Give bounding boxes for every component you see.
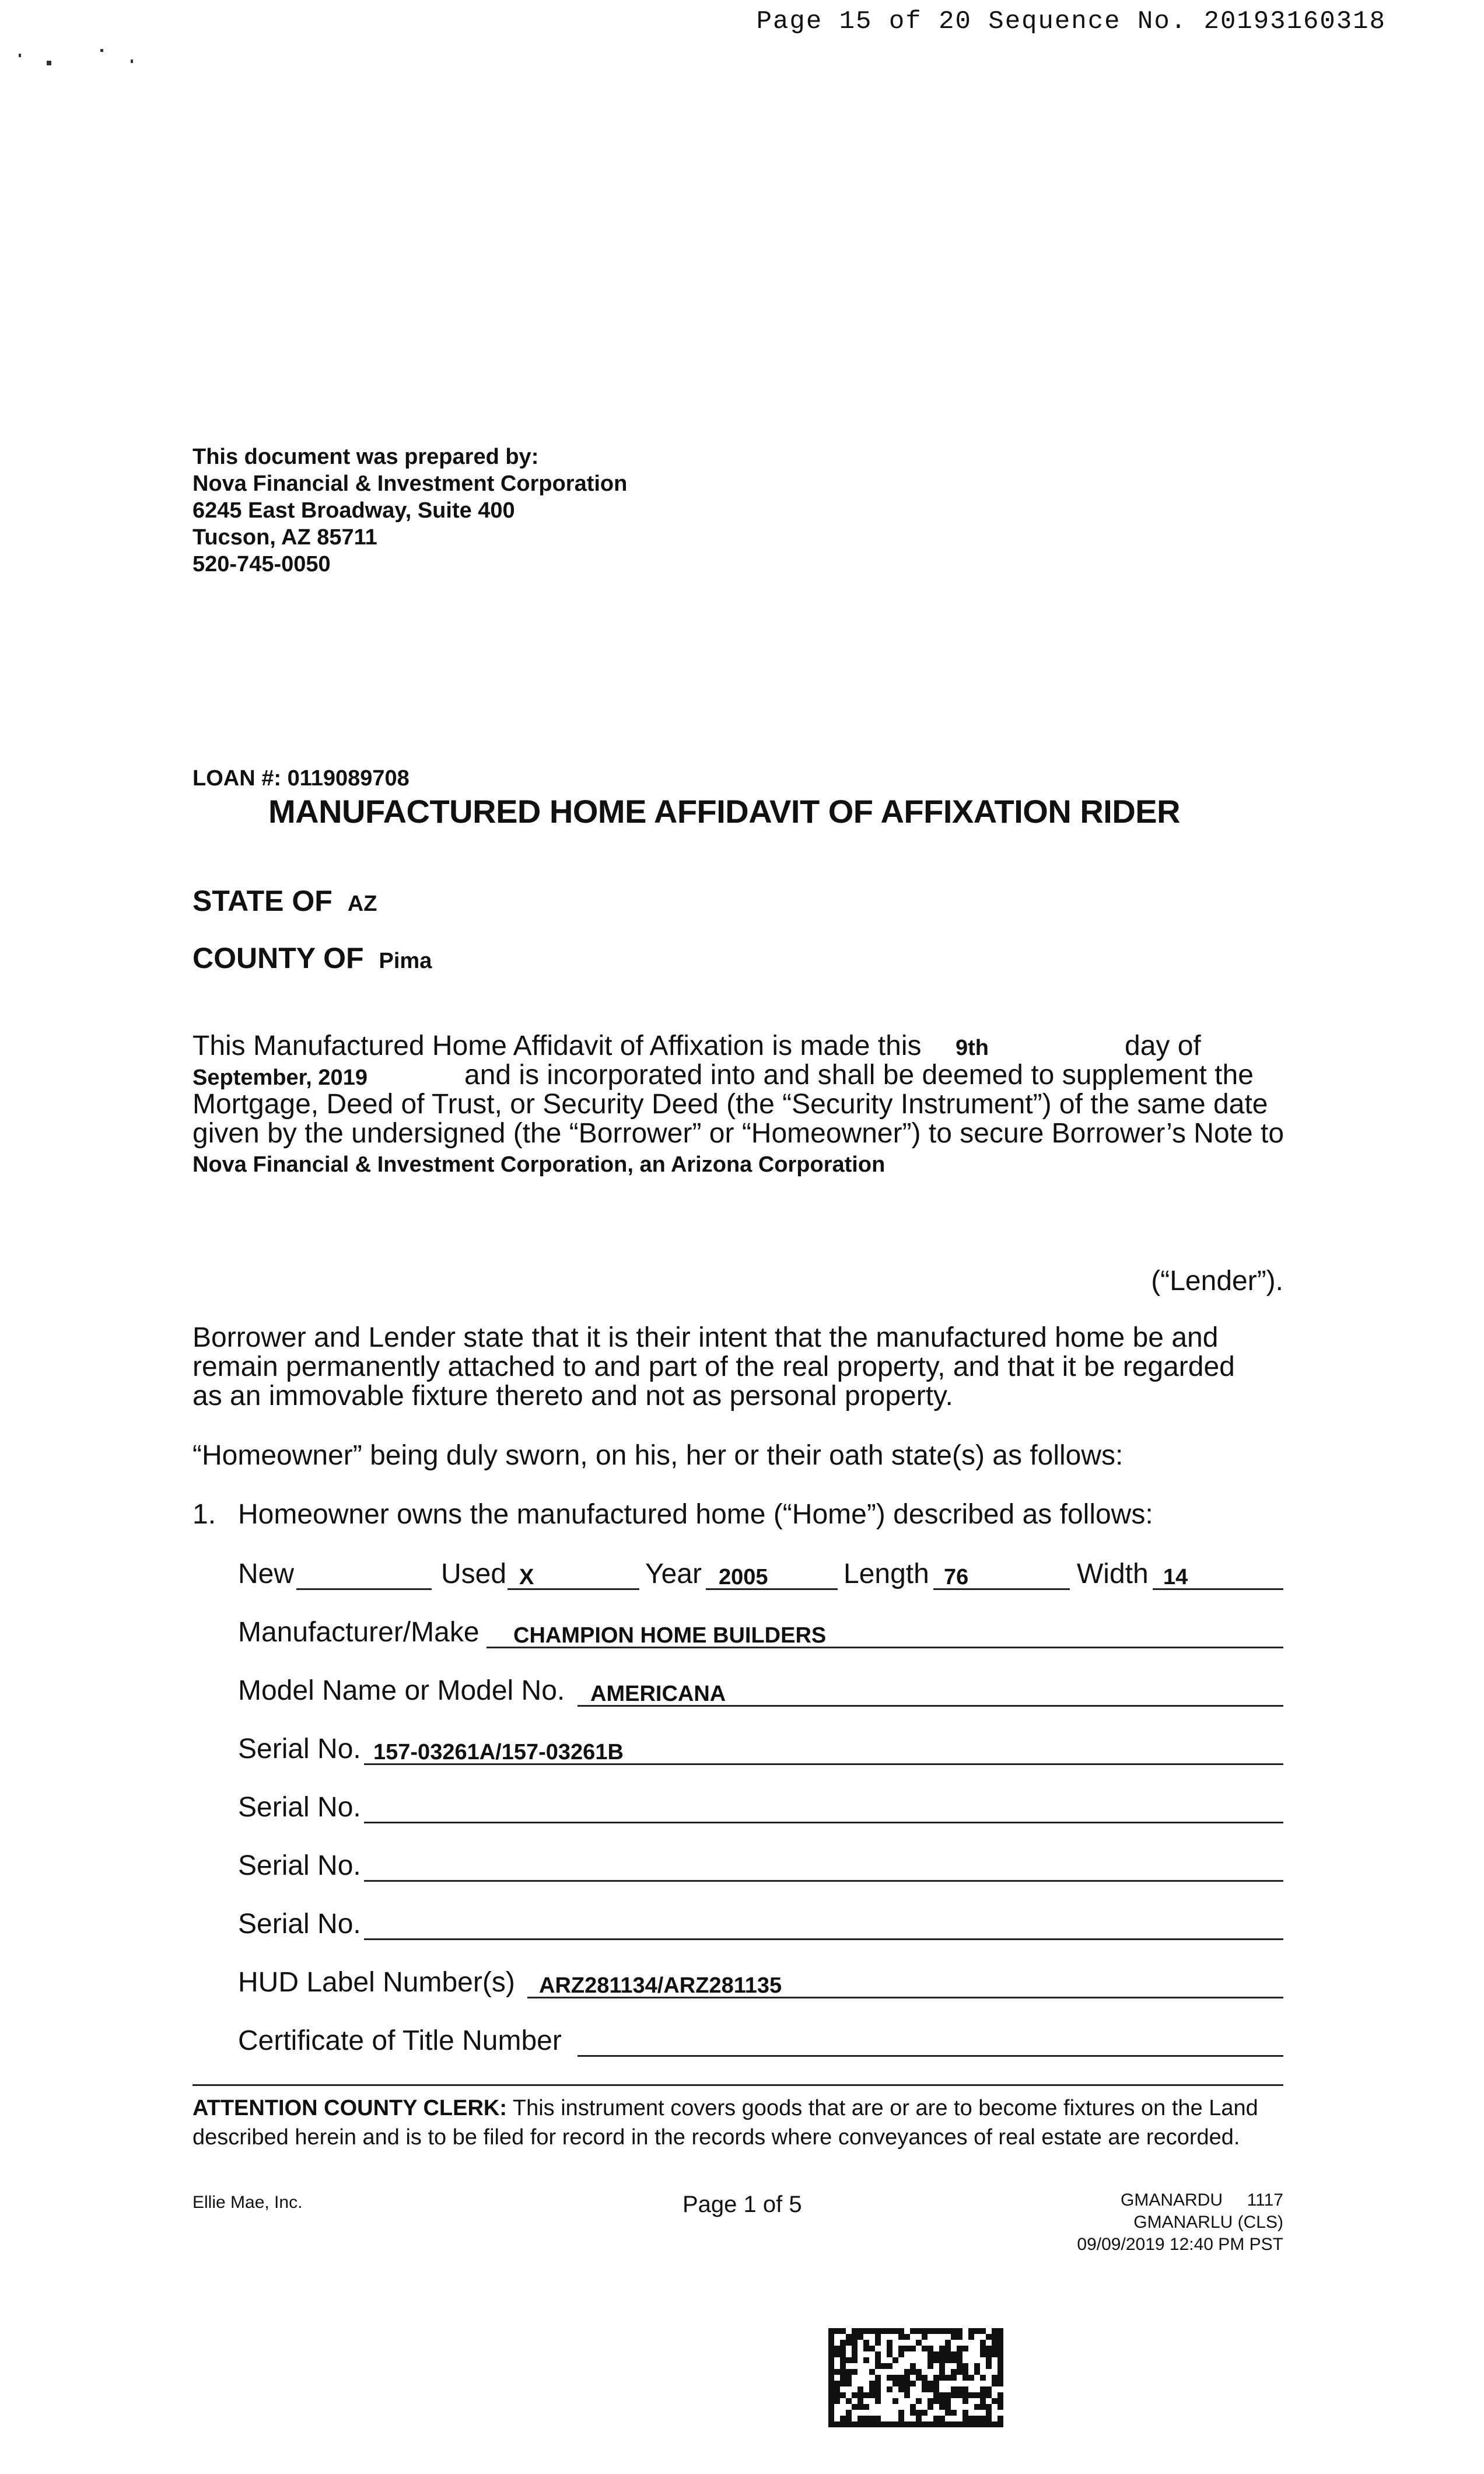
intro-line2-text: and is incorporated into and shall be deemed to supplement the bbox=[464, 1060, 1254, 1091]
county-value: Pima bbox=[379, 949, 432, 973]
new-label: New bbox=[238, 1559, 295, 1589]
make-label: Manufacturer/Make bbox=[238, 1617, 480, 1648]
footer-publisher: Ellie Mae, Inc. bbox=[192, 2193, 303, 2212]
length-label: Length bbox=[844, 1559, 929, 1589]
prepared-by-block bbox=[192, 443, 627, 578]
length-value: 76 bbox=[944, 1565, 969, 1589]
oath-statement: “Homeowner” being duly sworn, on his, her or their oath state(s) as follows: bbox=[192, 1440, 1124, 1471]
intent-line1: Borrower and Lender state that it is their intent that the manufactured home be and bbox=[192, 1322, 1219, 1353]
footer-form-codes bbox=[1077, 2189, 1283, 2256]
hud-value: ARZ281134/ARZ281135 bbox=[539, 1973, 782, 1998]
intro-day-value: 9th bbox=[956, 1036, 989, 1060]
footer-timestamp: 09/09/2019 12:40 PM PST bbox=[1077, 2235, 1283, 2254]
intro-lender-label: (“Lender”). bbox=[1151, 1266, 1283, 1297]
width-label: Width bbox=[1077, 1559, 1149, 1589]
serial2-field bbox=[364, 1822, 1283, 1823]
prepared-by-heading: This document was prepared by: bbox=[192, 445, 539, 469]
footer-page-number: Page 1 of 5 bbox=[682, 2192, 802, 2217]
year-label: Year bbox=[645, 1559, 702, 1589]
state-label: STATE OF bbox=[192, 885, 332, 917]
used-value: X bbox=[519, 1565, 534, 1589]
loan-value: 0119089708 bbox=[287, 766, 410, 791]
intent-line2: remain permanently attached to and part of the real property, and that it be regarded bbox=[192, 1351, 1235, 1382]
footer-form-code2: GMANARLU (CLS) bbox=[1133, 2213, 1283, 2232]
width-value: 14 bbox=[1163, 1565, 1188, 1589]
datamatrix-barcode bbox=[828, 2328, 1003, 2427]
intro-day-of: day of bbox=[1125, 1030, 1201, 1061]
serial3-field bbox=[364, 1880, 1283, 1882]
used-label: Used bbox=[441, 1559, 507, 1589]
item1-text: Homeowner owns the manufactured home (“Home”) described as follows: bbox=[238, 1499, 1153, 1530]
item1-number: 1. bbox=[192, 1499, 216, 1530]
serial3-label: Serial No. bbox=[238, 1850, 361, 1881]
model-label: Model Name or Model No. bbox=[238, 1675, 565, 1706]
attention-notice bbox=[192, 2094, 1258, 2152]
document-title: MANUFACTURED HOME AFFIDAVIT OF AFFIXATION RIDER bbox=[268, 793, 1181, 830]
footer-form-code1: GMANARDU 1117 bbox=[1121, 2190, 1283, 2210]
intro-line4-text: given by the undersigned (the “Borrower” or “Homeowner”) to secure Borrower’s Note to bbox=[192, 1118, 1284, 1149]
intro-line1-text: This Manufactured Home Affidavit of Affixation is made this bbox=[192, 1030, 922, 1061]
prepared-by-company: Nova Financial & Investment Corporation bbox=[192, 471, 628, 496]
intro-lender-name: Nova Financial & Investment Corporation, an Arizona Corporation bbox=[192, 1152, 886, 1177]
hud-label: HUD Label Number(s) bbox=[238, 1967, 515, 1998]
intent-line3: as an immovable fixture thereto and not as personal property. bbox=[192, 1381, 953, 1411]
prepared-by-address2: Tucson, AZ 85711 bbox=[192, 525, 377, 550]
page-sequence-stamp: Page 15 of 20 Sequence No. 20193160318 bbox=[756, 7, 1386, 36]
prepared-by-address1: 6245 East Broadway, Suite 400 bbox=[192, 498, 515, 523]
state-row bbox=[192, 884, 377, 918]
attention-divider bbox=[192, 2084, 1283, 2086]
attention-line1 bbox=[192, 2094, 1258, 2123]
loan-label: LOAN #: bbox=[192, 766, 281, 791]
serial1-value: 157-03261A/157-03261B bbox=[373, 1740, 624, 1764]
title-cert-field bbox=[578, 2055, 1283, 2057]
serial2-label: Serial No. bbox=[238, 1792, 361, 1823]
make-value: CHAMPION HOME BUILDERS bbox=[513, 1623, 827, 1648]
intro-line3-text: Mortgage, Deed of Trust, or Security Deed (the “Security Instrument”) of the same date bbox=[192, 1089, 1268, 1120]
year-value: 2005 bbox=[719, 1565, 768, 1589]
county-label: COUNTY OF bbox=[192, 942, 364, 974]
prepared-by-phone: 520-745-0050 bbox=[192, 552, 331, 576]
attention-text2: described herein and is to be filed for record in the records where conveyances of real estate are recorded. bbox=[192, 2125, 1240, 2150]
title-cert-label: Certificate of Title Number bbox=[238, 2025, 562, 2056]
serial4-field bbox=[364, 1938, 1283, 1940]
state-value: AZ bbox=[347, 892, 377, 916]
model-value: AMERICANA bbox=[590, 1682, 726, 1706]
county-row bbox=[192, 941, 432, 975]
attention-text1: This instrument covers goods that are or are to become fixtures on the Land bbox=[512, 2096, 1258, 2120]
loan-number bbox=[192, 766, 410, 791]
serial4-label: Serial No. bbox=[238, 1909, 361, 1940]
new-field bbox=[296, 1588, 432, 1590]
intro-date-value: September, 2019 bbox=[192, 1065, 368, 1090]
serial1-label: Serial No. bbox=[238, 1734, 361, 1764]
attention-heading: ATTENTION COUNTY CLERK: bbox=[192, 2096, 508, 2120]
scan-specks bbox=[12, 41, 140, 93]
